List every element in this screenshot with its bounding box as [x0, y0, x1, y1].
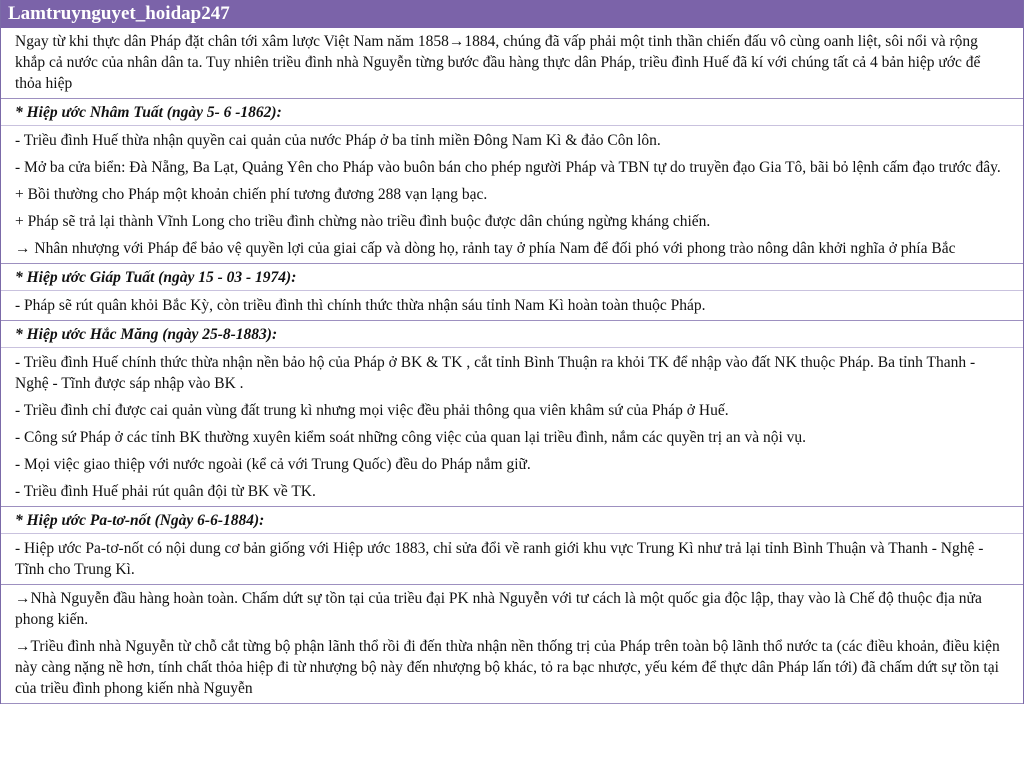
- section-pa-to-not: [1, 507, 1023, 585]
- section-heading: * Hiệp ước Giáp Tuất (ngày 15 - 03 - 1974):: [1, 267, 1023, 291]
- section-hac-mang: [1, 321, 1023, 507]
- section-line: - Triều đình Huế phải rút quân đội từ BK về TK.: [15, 483, 316, 500]
- intro-paragraph: Ngay từ khi thực dân Pháp đặt chân tới xâm lược Việt Nam năm 1858→1884, chúng đã vấp phải một tinh thần chiến đấu vô cùng oanh liệt, sôi nổi và rộng khắp cả nước của nhân dân ta. Tuy nhiên triều đình nhà Nguyễn từng bước đầu hàng thực dân Pháp, triều đình Huế đã kí với chúng tất cả 4 bản hiệp ước để thỏa hiệp: [15, 33, 981, 92]
- document-title: Lamtruynguyet_hoidap247: [1, 0, 1023, 28]
- section-line: - Triều đình Huế chính thức thừa nhận nền bảo hộ của Pháp ở BK & TK , cắt tỉnh Bình Thuận ra khỏi TK để nhập vào đất NK thuộc Pháp. Ba tỉnh Thanh - Nghệ - Tĩnh được sáp nhập vào BK .: [15, 354, 976, 392]
- section-line: - Mọi việc giao thiệp với nước ngoài (kể cả với Trung Quốc) đều do Pháp nắm giữ.: [15, 456, 531, 473]
- section-line: + Bồi thường cho Pháp một khoản chiến phí tương đương 288 vạn lạng bạc.: [15, 186, 488, 203]
- section-giap-tuat: [1, 264, 1023, 321]
- conclusion-line: →Nhà Nguyễn đầu hàng hoàn toàn. Chấm dứt sự tồn tại của triều đại PK nhà Nguyễn với tư cách là một quốc gia độc lập, thay vào là Chế độ thuộc địa nửa phong kiến.: [15, 590, 982, 628]
- section-line: - Triều đình chỉ được cai quản vùng đất trung kì nhưng mọi việc đều phải thông qua viên khâm sứ của Pháp ở Huế.: [15, 402, 729, 419]
- section-line: - Pháp sẽ rút quân khỏi Bắc Kỳ, còn triều đình thì chính thức thừa nhận sáu tỉnh Nam Kì hoàn toàn thuộc Pháp.: [15, 297, 706, 314]
- section-heading: * Hiệp ước Pa-tơ-nốt (Ngày 6-6-1884):: [1, 510, 1023, 534]
- section-line: - Triều đình Huế thừa nhận quyền cai quản của nước Pháp ở ba tỉnh miền Đông Nam Kì & đảo Côn lôn.: [15, 132, 661, 149]
- section-line: - Công sứ Pháp ở các tỉnh BK thường xuyên kiểm soát những công việc của quan lại triều đình, nắm các quyền trị an và nội vụ.: [15, 429, 807, 446]
- section-line: + Pháp sẽ trả lại thành Vĩnh Long cho triều đình chừng nào triều đình buộc được dân chúng ngừng kháng chiến.: [15, 213, 711, 230]
- conclusion-line: →Triều đình nhà Nguyễn từ chỗ cắt từng bộ phận lãnh thổ rồi đi đến thừa nhận nền thống trị của Pháp trên toàn bộ lãnh thổ nước ta (các điều khoản, điều kiện này càng nặng nề hơn, tính chất thỏa hiệp đi từ nhượng bộ này đến nhượng bộ khác, tỏ ra bạc nhược, yếu kém để thực dân Pháp lấn tới) đã chấm dứt sự tồn tại của triều đình phong kiến nhà Nguyễn: [15, 638, 1000, 697]
- intro-cell: [1, 28, 1023, 99]
- section-heading: * Hiệp ước Hắc Măng (ngày 25-8-1883):: [1, 324, 1023, 348]
- conclusion-cell: [1, 585, 1023, 704]
- section-line: - Mở ba cửa biển: Đà Nẵng, Ba Lạt, Quảng Yên cho Pháp vào buôn bán cho phép người Pháp và TBN tự do truyền đạo Gia Tô, bãi bỏ lệnh cấm đạo trước đây.: [15, 159, 1001, 176]
- section-nham-tuat: [1, 99, 1023, 264]
- section-line: - Hiệp ước Pa-tơ-nốt có nội dung cơ bản giống với Hiệp ước 1883, chỉ sửa đổi về ranh giới khu vực Trung Kì như trả lại tỉnh Bình Thuận và Thanh - Nghệ - Tĩnh cho Trung Kì.: [15, 540, 984, 578]
- section-heading: * Hiệp ước Nhâm Tuất (ngày 5- 6 -1862):: [1, 102, 1023, 126]
- section-line: → Nhân nhượng với Pháp để bảo vệ quyền lợi của giai cấp và dòng họ, rảnh tay ở phía Nam để đối phó với phong trào nông dân khởi nghĩa ở phía Bắc: [15, 240, 956, 257]
